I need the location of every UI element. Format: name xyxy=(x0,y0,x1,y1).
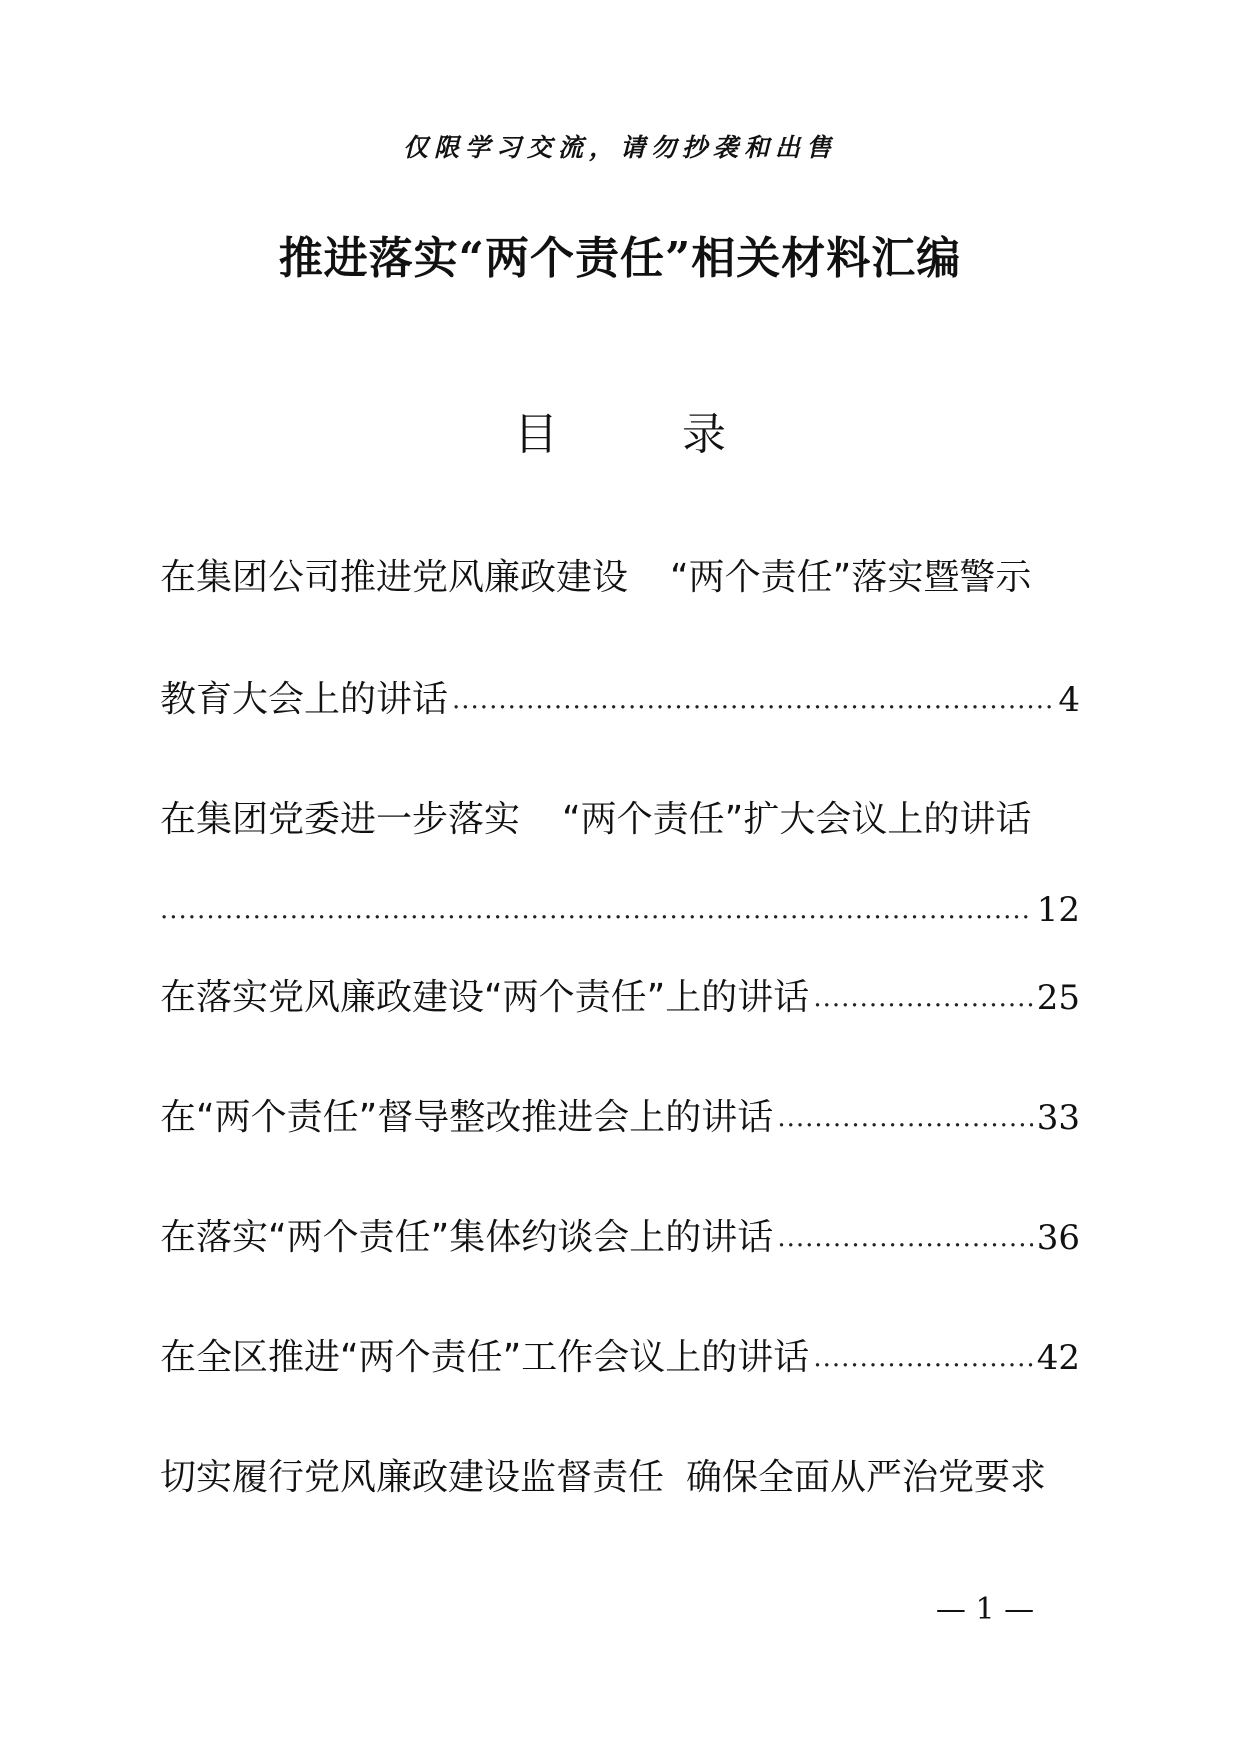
toc-entry-7-text-b: 确保全面从严治党要求 xyxy=(686,1457,1047,1498)
toc-entry-1-text-a: 在集团公司推进党风廉政建设 xyxy=(160,557,629,598)
toc-leader-dots xyxy=(777,1218,1032,1258)
toc-entry-1-line-1 xyxy=(160,548,1080,608)
toc-entry-2-text-a: 在集团党委进一步落实 xyxy=(160,799,521,840)
toc-entry-6-page: 42 xyxy=(1036,1338,1080,1378)
toc-leader-dots xyxy=(452,680,1054,720)
document-title: 推进落实“两个责任”相关材料汇编 xyxy=(278,233,962,284)
toc-entry-7-text-a: 切实履行党风廉政建设监督责任 xyxy=(160,1457,665,1498)
toc-entry-7-line-1[interactable] xyxy=(160,1448,1080,1508)
toc-entry-6[interactable] xyxy=(160,1328,1080,1388)
toc-entry-3-text: 在落实党风廉政建设“两个责任”上的讲话 xyxy=(160,977,810,1018)
toc-leader-dots xyxy=(160,890,1033,930)
toc-entry-2-page: 12 xyxy=(1036,890,1080,930)
usage-notice: 仅限学习交流，请勿抄袭和出售 xyxy=(402,133,837,162)
toc-entry-2-text-b: “两个责任”扩大会议上的讲话 xyxy=(562,799,1032,840)
toc-entry-6-text: 在全区推进“两个责任”工作会议上的讲话 xyxy=(160,1337,810,1378)
toc-entry-4-text: 在“两个责任”督导整改推进会上的讲话 xyxy=(160,1097,774,1138)
toc-entry-2-line-1 xyxy=(160,790,1080,850)
toc-leader-dots xyxy=(777,1098,1032,1138)
toc-entry-1-page: 4 xyxy=(1058,680,1080,720)
toc-leader-dots xyxy=(813,978,1032,1018)
page-number-footer: — 1 — xyxy=(935,1592,1035,1627)
toc-entry-3-page: 25 xyxy=(1036,978,1080,1018)
toc-entry-4-page: 33 xyxy=(1036,1098,1080,1138)
toc-heading: 目 录 xyxy=(514,409,766,460)
toc-entry-1-text-c: 教育大会上的讲话 xyxy=(160,679,449,720)
toc-entry-5-text: 在落实“两个责任”集体约谈会上的讲话 xyxy=(160,1217,774,1258)
toc-entry-3[interactable] xyxy=(160,968,1080,1028)
toc-entry-4[interactable] xyxy=(160,1088,1080,1148)
toc-entry-2-line-2[interactable] xyxy=(160,880,1080,940)
toc-entry-1-text-b: “两个责任”落实暨警示 xyxy=(670,557,1032,598)
toc-entry-1-line-2[interactable] xyxy=(160,670,1080,730)
toc-entry-5[interactable] xyxy=(160,1208,1080,1268)
toc-leader-dots xyxy=(813,1338,1032,1378)
toc-entry-5-page: 36 xyxy=(1036,1218,1080,1258)
